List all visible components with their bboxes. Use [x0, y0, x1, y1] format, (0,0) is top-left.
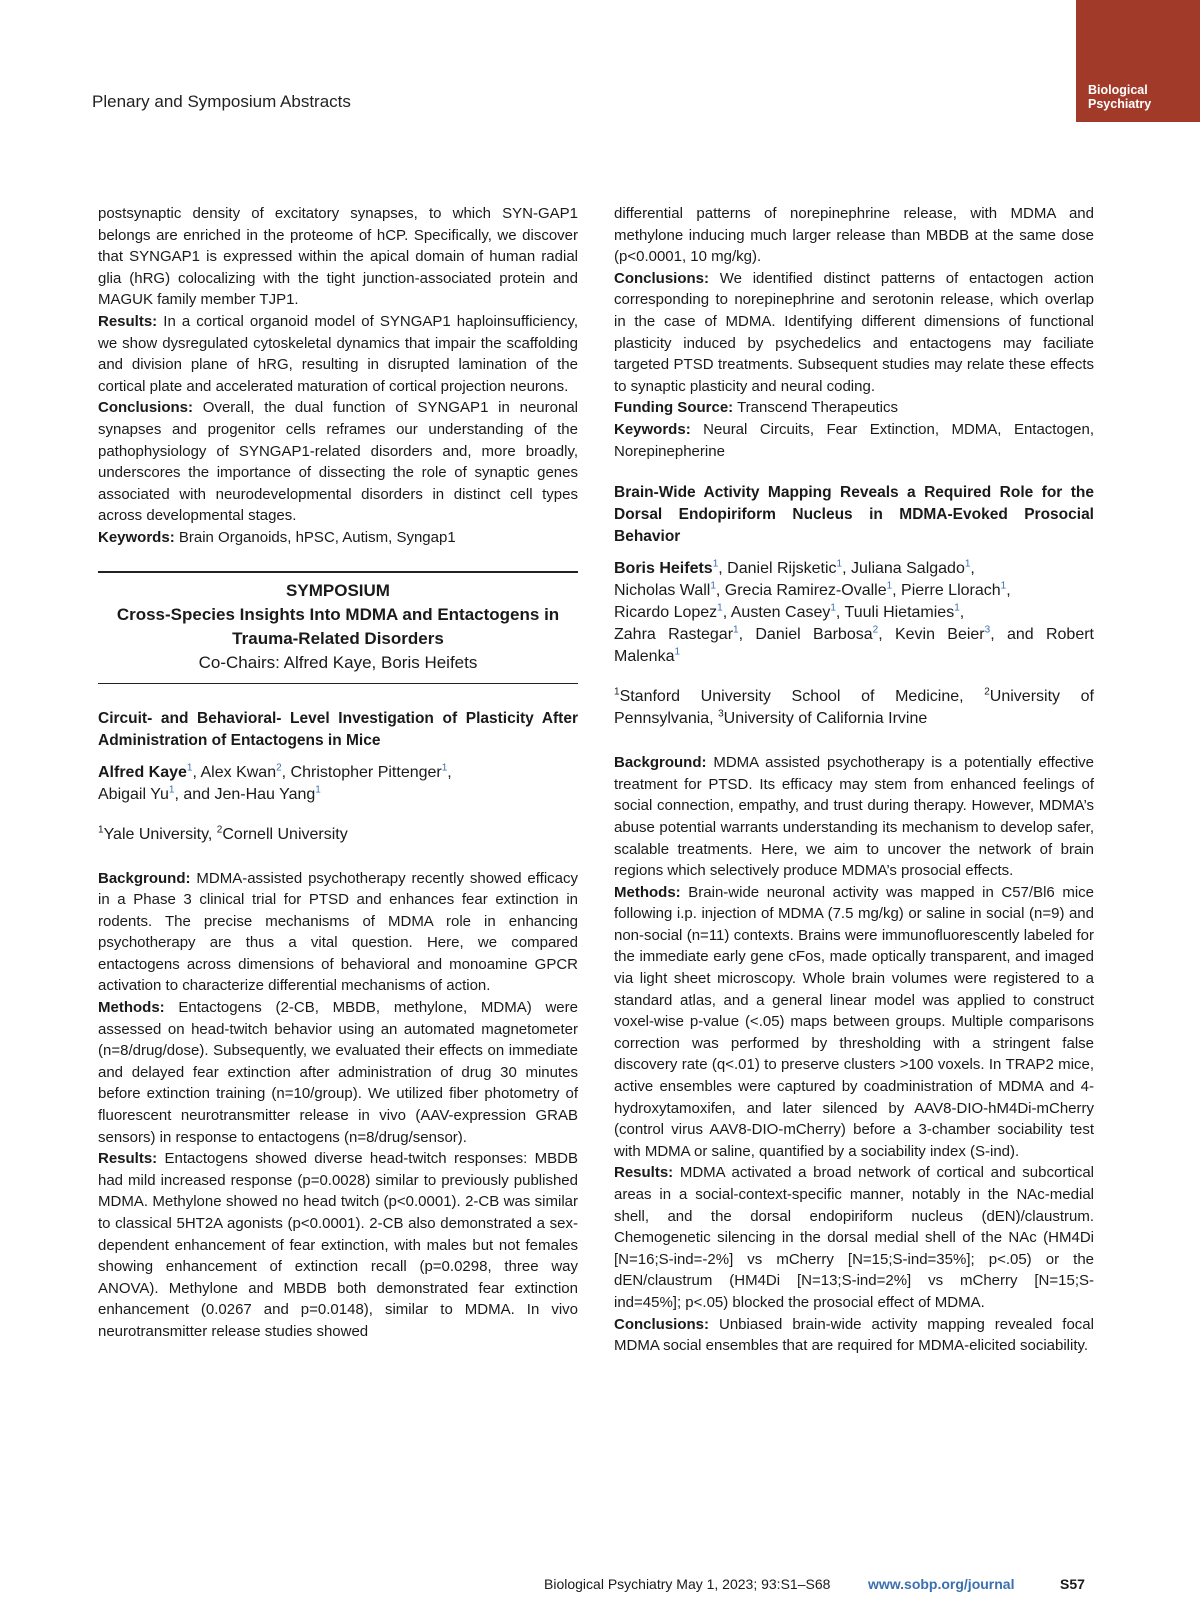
author-sup: 1	[954, 602, 960, 614]
affiliation: University of California Irvine	[723, 710, 928, 728]
author-name: and Robert Malenka	[614, 626, 1094, 666]
abstract1-authors: Alfred Kaye$^1$, Alex Kwan$^2$, Christopher Pittenger$^1$, Abigail Yu$^1$, and Jen-Hau Yang$^1$	[98, 762, 452, 803]
abstract2-title: Brain-Wide Activity Mapping Reveals a Required Role for the Dorsal Endopiriform Nucleus in MDMA-Evoked Prosocial Behavior	[614, 484, 1094, 546]
author-sup: 1	[712, 558, 719, 570]
abstract1-results	[98, 1148, 578, 1342]
intro-paragraph: postsynaptic density of excitatory synapses, to which SYN-GAP1 belongs are enriched in the proteome of hCP. Specifically, we discover that SYNGAP1 is expressed within the apical domain of human radial glia (hRG) colocalizing with the tight junction-associated protein and MAGUK family member TJP1.	[98, 205, 578, 309]
conclusions-text: We identified distinct patterns of entactogen action corresponding to norepinephrine and serotonin release, which overlap in the case of MDMA. Identifying different dimensions of functional plasticity induced by psychedelics and entactogens may faciliate targeted PTSD treatments. Subsequent studies may relate these effects to synaptic plasticity and neural coding.	[614, 269, 1095, 395]
methods-text: Entactogens (2-CB, MBDB, methylone, MDMA) were assessed on head-twitch behavior using an automated magnetometer (n=8/drug/dose). Subsequently, we evaluated their effects on immediate and delayed fear extinction after administration of drug 30 minutes before extinction training (n=10/group). We utilized fiber photometry of fluorescent neurotransmitter release in vivo (AAV-expression GRAB sensors) in response to entactogens (n=8/drug/sensor).	[98, 999, 578, 1146]
journal-tab	[1076, 0, 1200, 122]
abstract1-keywords	[614, 419, 1094, 462]
author-sup: 1	[674, 646, 681, 658]
author-name: Alfred Kaye	[98, 763, 187, 781]
footer-journal-link[interactable]: www.sobp.org/journal	[868, 1576, 1015, 1592]
author-name: Boris Heifets	[614, 560, 713, 578]
conclusions-text: Unbiased brain-wide activity mapping revealed focal MDMA social ensembles that are required for MDMA-elicited sociability.	[614, 1315, 1094, 1355]
author-name: Abigail Yu	[98, 785, 169, 803]
results-text: Entactogens showed diverse head-twitch responses: MBDB had mild increased response (p=0.0028) similar to previously published MDMA. Methylone showed no head twitch (p<0.0001). 2-CB was similar to classical 5HT2A agonists (p<0.0001). 2-CB also demonstrated a sex-dependent enhancement of fear extinction, with males but not females showing enhancement of extinction recall (p=0.0298, three way ANOVA). Methylone and MBDB both demonstrated fear extinction enhancement (0.0267 and p=0.0148), similar to MDMA. In vivo neurotransmitter release studies showed	[98, 1150, 578, 1340]
author-sup: 1	[186, 762, 193, 774]
symposium-title: Cross-Species Insights Into MDMA and Entactogens in Trauma-Related Disorders	[116, 604, 560, 648]
author-sup: 1	[441, 762, 448, 774]
author-sup: 1	[830, 602, 836, 614]
author-sup: 3	[984, 624, 991, 636]
keywords-text: Neural Circuits, Fear Extinction, MDMA, Entactogen, Norepinepherine	[614, 420, 1095, 460]
author-name: Daniel Barbosa	[755, 626, 873, 644]
prev-conclusions	[98, 397, 578, 527]
author-sup: 1	[717, 602, 723, 614]
funding-label: Funding Source:	[614, 399, 734, 417]
author-name: Christopher Pittenger	[290, 763, 442, 781]
methods-label: Methods:	[614, 883, 681, 901]
author-name: Kevin Beier	[894, 626, 985, 644]
results-text: MDMA activated a broad network of cortical and subcortical areas in a social-context-specific manner, notably in the NAc-medial shell, and the dorsal endopiriform nucleus (dEN)/claustrum. Chemogenetic silencing in the dorsal medial shell of the NAc (HM4Di [N=16;S-ind=-2%] vs mCherry [N=15;S-ind=35%]; p<.05) or the dEN/claustrum (HM4Di [N=13;S-ind=2%] vs mCherry [N=15;S-ind=45%]; p<.05) blocked the prosocial effect of MDMA.	[614, 1164, 1094, 1311]
keywords-label: Keywords:	[98, 528, 175, 546]
abstract2-background	[614, 752, 1094, 882]
conclusions-label: Conclusions:	[614, 1315, 710, 1333]
author-name: Pierre Llorach	[901, 582, 1001, 600]
author-name: Tuuli Hietamies	[844, 604, 955, 622]
abstract1-affiliations: $^1$Yale University, $^2$Cornell University	[98, 824, 348, 843]
author-name: Ricardo Lopez	[614, 604, 718, 622]
conclusions-text: Overall, the dual function of SYNGAP1 in neuronal synapses and progenitor cells reframes our understanding of the pathophysiology of SYNGAP1-related disorders and, more broadly, underscores the importance of dissecting the role of synaptic genes associated with neurodevelopmental disorders in distinct cell types across developmental stages.	[98, 399, 578, 525]
abstract1-background	[98, 868, 578, 998]
results-label: Results:	[98, 312, 158, 330]
abstract2-authors: Boris Heifets$^1$, Daniel Rijsketic$^1$, Juliana Salgado$^1$, Nicholas Wall$^1$, Grecia Ramirez-Ovalle$^1$, Pierre Llorach$^1$, Ricardo Lopez$^1$, Austen Casey$^1$, Tuuli Hietamies$^1$, Zahra Rastegar$^1$, Daniel Barbosa$^2$, Kevin Beier$^3$, and Robert Malenka$^1$	[614, 558, 1094, 666]
author-sup: 1	[1000, 580, 1007, 592]
author-name: Austen Casey	[730, 604, 831, 622]
background-text: MDMA assisted psychotherapy is a potentially effective treatment for PTSD. Its efficacy may stem from enhanced feelings of social connection, empathy, and trust during therapy. However, MDMA’s abuse potential warrants understanding its mechanism to develop safer, scalable treatments. Here, we aim to uncover the network of brain regions which selectively produce MDMA’s prosocial effects.	[614, 754, 1095, 880]
running-header: Plenary and Symposium Abstracts	[92, 92, 351, 111]
prev-keywords	[98, 527, 578, 549]
symposium-chairs: Co-Chairs: Alfred Kaye, Boris Heifets	[198, 652, 478, 672]
conclusions-label: Conclusions:	[98, 399, 194, 417]
author-sup: 1	[964, 558, 971, 570]
funding-text: Transcend Therapeutics	[737, 399, 898, 417]
keywords-label: Keywords:	[614, 420, 691, 438]
results-label: Results:	[614, 1164, 674, 1182]
abstract2-affiliations: $^1$Stanford University School of Medicine, $^2$University of Pennsylvania, $^3$University of California Irvine	[614, 686, 1094, 728]
author-name: Daniel Rijsketic	[727, 560, 837, 578]
abstract2-results	[614, 1162, 1094, 1313]
abstract2-conclusions	[614, 1314, 1094, 1357]
author-sup: 2	[276, 762, 282, 774]
author-sup: 1	[710, 580, 716, 592]
prev-results	[98, 311, 578, 397]
author-sup: 1	[733, 624, 739, 636]
results-text: In a cortical organoid model of SYNGAP1 haploinsufficiency, we show dysregulated cytoskeletal dynamics that impair the scaffolding and division plane of hRG, resulting in disrupted lamination of the cortical plate and accelerated maturation of cortical projection neurons.	[98, 312, 578, 395]
author-sup: 1	[886, 580, 893, 592]
author-sup: 1	[836, 558, 843, 570]
page-number: S57	[1060, 1576, 1085, 1592]
author-sup: 1	[168, 784, 175, 796]
abstract1-results-cont: differential patterns of norepinephrine release, with MDMA and methylone inducing much larger release than MBDB at the same dose (p<0.0001, 10 mg/kg).	[614, 205, 1094, 266]
keywords-text: Brain Organoids, hPSC, Autism, Syngap1	[178, 528, 456, 546]
affiliation: Stanford University School of Medicine,	[619, 688, 964, 706]
abstract1-title: Circuit- and Behavioral- Level Investigation of Plasticity After Administration of Entactogens in Mice	[98, 709, 578, 749]
author-name: Juliana Salgado	[850, 560, 965, 578]
right-column	[614, 203, 1094, 1357]
author-name: and Jen-Hau Yang	[183, 785, 316, 803]
journal-tab-label: Biological Psychiatry	[1088, 83, 1152, 111]
author-sup: 1	[315, 784, 321, 796]
methods-text: Brain-wide neuronal activity was mapped in C57/Bl6 mice following i.p. injection of MDMA (7.5 mg/kg) or saline in social (n=9) and non-social (n=11) contexts. Brains were immunofluorescently labeled for the immediate early gene cFos, made optically transparent, and imaged via light sheet microscopy. Whole brain volumes were registered to a standard atlas, and a general linear model was applied to construct voxel-wise p-value (<.05) maps between groups. Multiple comparisons correction was performed by thresholding with a stringent false discovery rate (q<.01) to preserve clusters >100 voxels. In TRAP2 mice, active ensembles were captured by coadministration of MDMA and 4-hydroxytamoxifen, and later silenced by AAV8-DIO-hM4Di-mCherry (control virus AAV8-DIO-mCherry) before a 3-chamber sociability test with MDMA or saline, quantified by a sociability index (S-ind).	[614, 883, 1094, 1160]
symposium-header	[98, 573, 578, 683]
affiliation: University of Pennsylvania,	[614, 688, 1094, 728]
abstract1-conclusions	[614, 268, 1094, 398]
conclusions-label: Conclusions:	[614, 269, 710, 287]
author-name: Zahra Rastegar	[614, 626, 734, 644]
results-label: Results:	[98, 1150, 158, 1168]
abstract2-methods	[614, 882, 1094, 1163]
footer-citation: Biological Psychiatry May 1, 2023; 93:S1–S68	[544, 1576, 831, 1592]
symposium-bottom-rule	[98, 683, 578, 684]
background-label: Background:	[98, 869, 191, 887]
author-sup: 2	[872, 624, 879, 636]
background-label: Background:	[614, 754, 707, 772]
author-name: Nicholas Wall	[614, 582, 711, 600]
author-name: Alex Kwan	[200, 763, 277, 781]
methods-label: Methods:	[98, 999, 165, 1017]
symposium-label: SYMPOSIUM	[286, 580, 390, 600]
affiliation: Yale University,	[103, 825, 213, 843]
left-column	[98, 203, 578, 1343]
background-text: MDMA-assisted psychotherapy recently showed efficacy in a Phase 3 clinical trial for PTSD and enhances fear extinction in rodents. The precise mechanisms of MDMA role in enhancing psychotherapy are thus a vital question. Here, we compared entactogens across dimensions of behavioral and monoamine GPCR activation to characterize differential mechanisms of action.	[98, 869, 578, 995]
author-name: Grecia Ramirez-Ovalle	[724, 582, 887, 600]
abstract1-funding	[614, 397, 1094, 419]
affiliation: Cornell University	[222, 825, 348, 843]
abstract1-methods	[98, 997, 578, 1148]
